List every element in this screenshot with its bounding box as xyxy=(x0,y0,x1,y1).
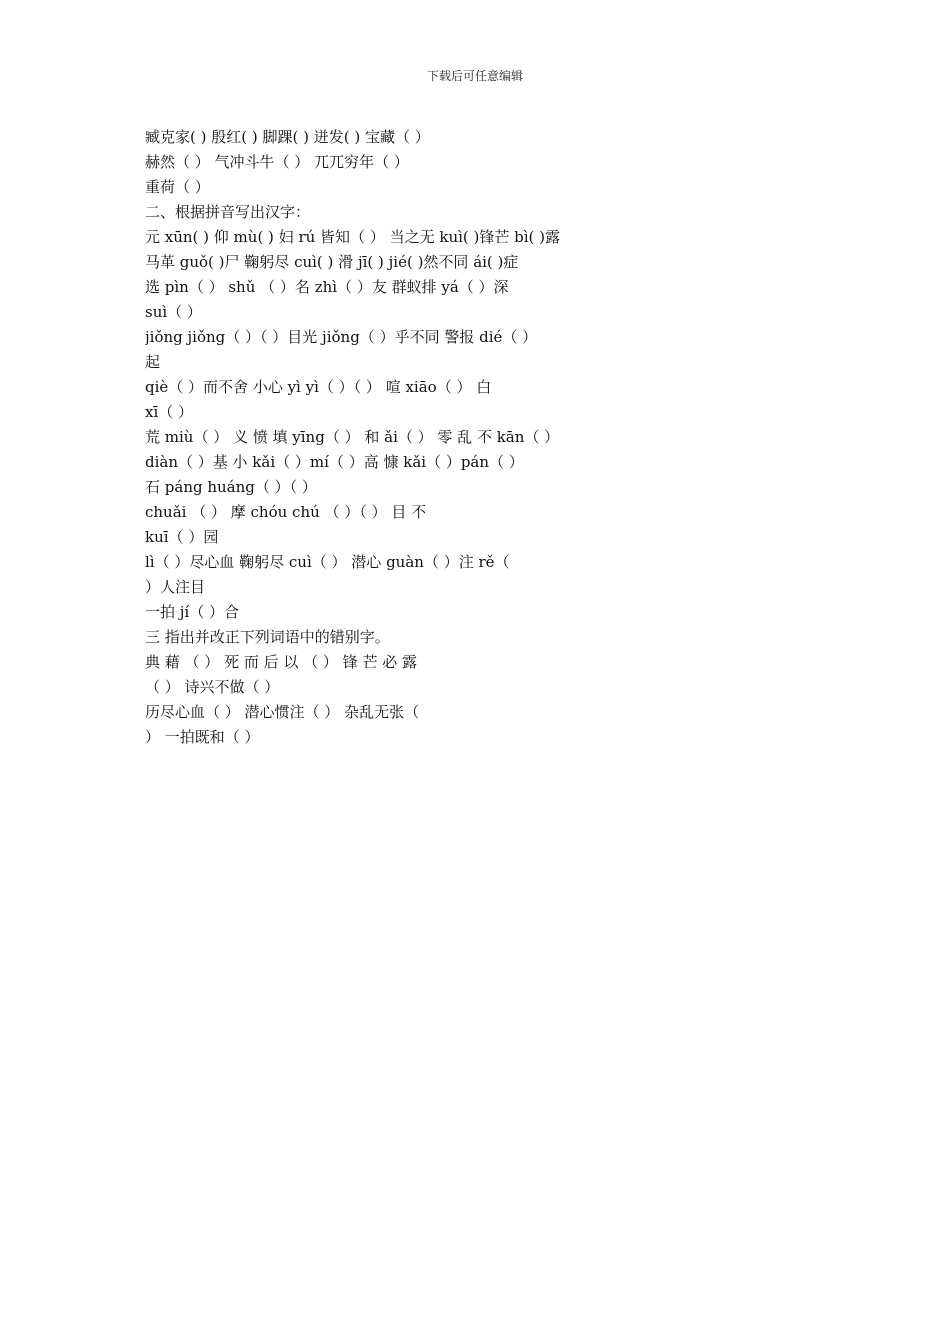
exercise-line: chuǎi （ ） 摩 chóu chú （ ）（ ） 目 不 xyxy=(145,503,427,521)
page-header: 下载后可任意编辑 xyxy=(426,69,523,83)
exercise-line: 历尽心血（ ） 潜心惯注（ ） 杂乱无张（ xyxy=(145,703,420,721)
exercise-line: 马革 guǒ( )尸 鞠躬尽 cuì( ) 滑 jī( ) jié( )然不同 ái( )症 xyxy=(145,253,519,271)
exercise-line: kuī（ ）园 xyxy=(145,528,219,546)
exercise-line: jiǒng jiǒng（ ）（ ）目光 jiǒng（ ）乎不同 警报 dié（ ） xyxy=(145,328,538,346)
exercise-line: qiè（ ）而不舍 小心 yì yì（ ）（ ） 喧 xiāo（ ） 白 xyxy=(145,378,492,396)
exercise-line: 石 páng huáng（ ）（ ） xyxy=(145,478,317,496)
exercise-line: 赫然（ ） 气冲斗牛（ ） 兀兀穷年（ ） xyxy=(145,153,409,171)
section-heading: 三 指出并改正下列词语中的错别字。 xyxy=(145,628,390,646)
exercise-line: ）人注目 xyxy=(145,578,206,596)
exercise-line: lì（ ）尽心血 鞠躬尽 cuì（ ） 潜心 guàn（ ）注 rě（ xyxy=(145,553,510,571)
exercise-line: 起 xyxy=(145,353,161,371)
exercise-line: suì（ ） xyxy=(145,303,202,321)
exercise-line: 臧克家( ) 殷红( ) 脚踝( ) 迸发( ) 宝藏（ ） xyxy=(145,128,430,146)
exercise-line: 典 藉 （ ） 死 而 后 以 （ ） 锋 芒 必 露 xyxy=(145,653,417,671)
exercise-line: ） 一拍既和（ ） xyxy=(145,728,260,746)
exercise-line: xī（ ） xyxy=(145,403,194,421)
section-heading: 二、根据拼音写出汉字： xyxy=(145,203,311,221)
exercise-line: 元 xūn( ) 仰 mù( ) 妇 rú 皆知（ ） 当之无 kuì( )锋芒 bì( )露 xyxy=(145,228,561,246)
worksheet-body xyxy=(145,125,810,750)
exercise-line: 选 pìn（ ） shǔ （ ）名 zhì（ ）友 群蚁排 yá（ ）深 xyxy=(145,278,509,296)
exercise-line: 荒 miù（ ） 义 愤 填 yīng（ ） 和 ǎi（ ） 零 乱 不 kān（ ） xyxy=(145,428,560,446)
exercise-line: 一拍 jí（ ）合 xyxy=(145,603,239,621)
exercise-line: 重荷（ ） xyxy=(145,178,210,196)
exercise-line: diàn（ ）基 小 kǎi（ ）mí（ ）高 慷 kǎi（ ）pán（ ） xyxy=(145,453,524,471)
exercise-line: （ ） 诗兴不做（ ） xyxy=(145,678,280,696)
